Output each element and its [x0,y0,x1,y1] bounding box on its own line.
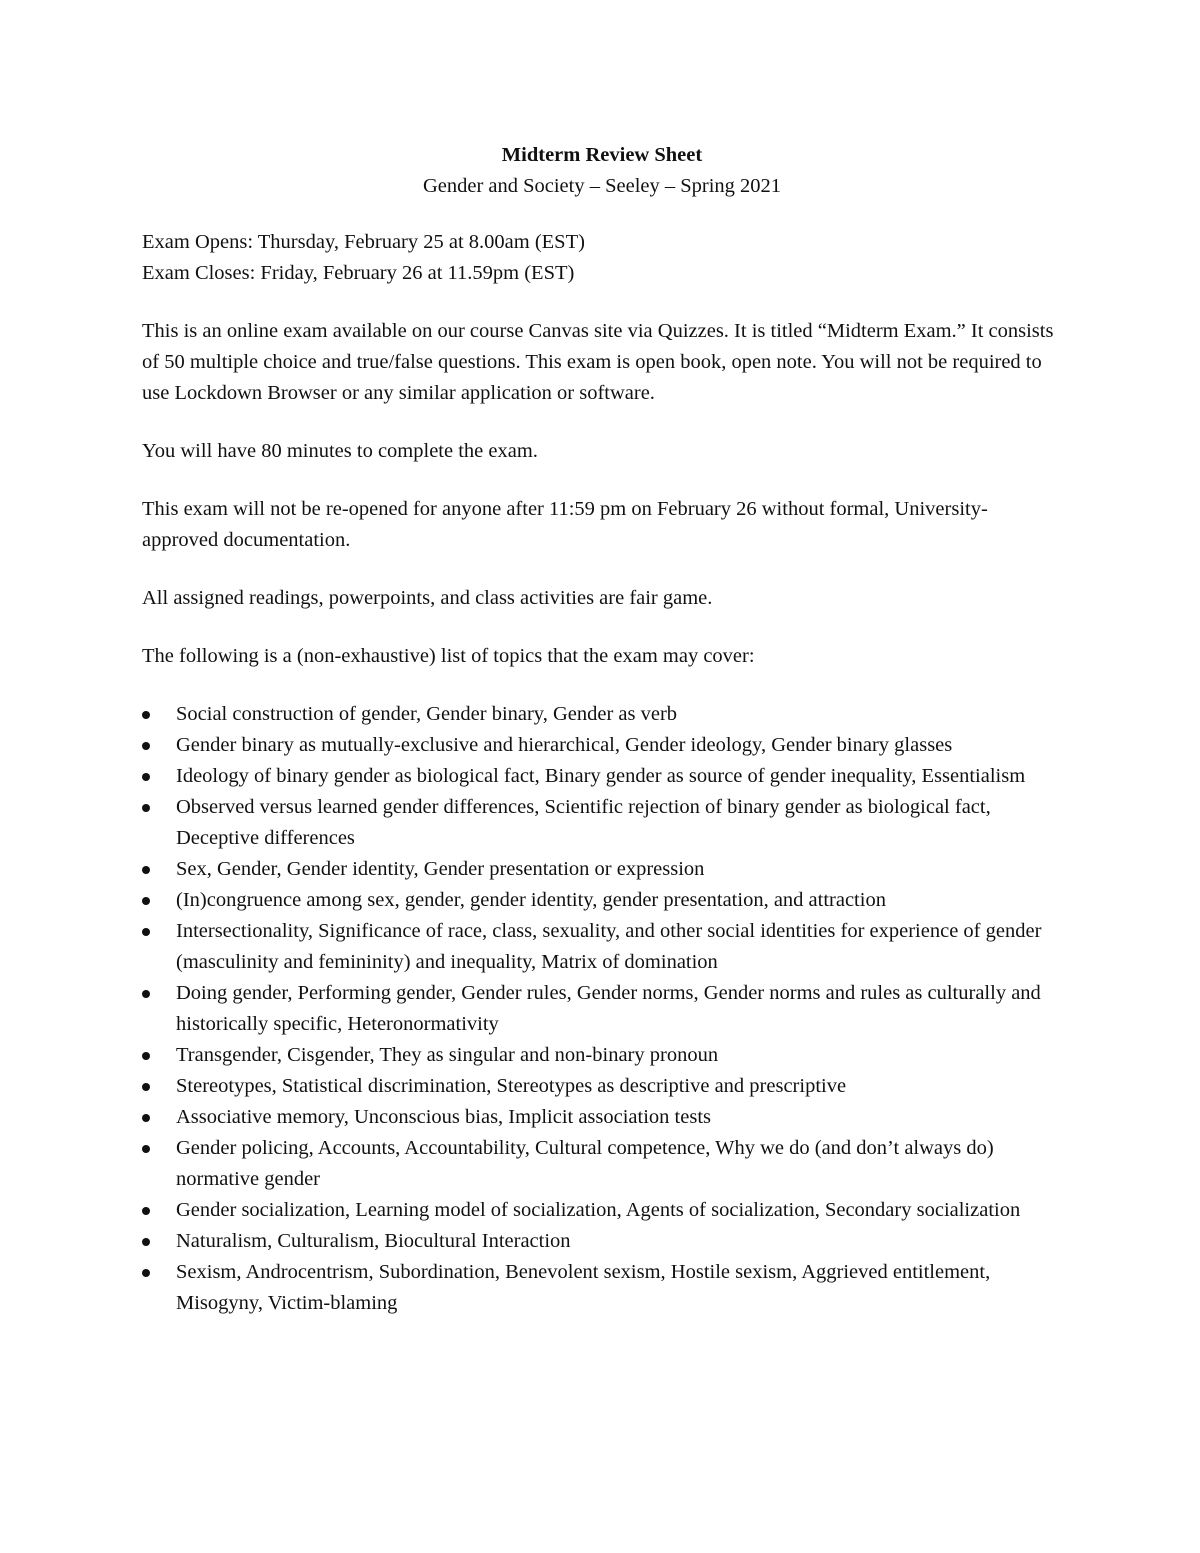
bullet-icon [142,711,150,719]
exam-opens-text: Exam Opens: Thursday, February 25 at 8.00am (EST) [142,231,585,253]
bullet-icon [142,990,150,998]
topic-text: Intersectionality, Significance of race, class, sexuality, and other social identities for experience of gender (masculinity and femininity) and inequality, Matrix of domination [176,920,1042,973]
topic-item [142,854,1062,885]
topic-item [142,761,1062,792]
topic-text: Transgender, Cisgender, They as singular and non-binary pronoun [176,1044,719,1066]
topic-item [142,1071,1062,1102]
topic-item [142,1102,1062,1133]
topics-intro-paragraph: The following is a (non-exhaustive) list of topics that the exam may cover: [142,645,755,667]
topic-text: Observed versus learned gender differences, Scientific rejection of binary gender as biological fact, Deceptive differences [176,796,991,849]
topic-text: Ideology of binary gender as biological fact, Binary gender as source of gender inequality, Essentialism [176,765,1026,787]
topic-item [142,916,1062,978]
exam-closes-text: Exam Closes: Friday, February 26 at 11.59pm (EST) [142,262,575,284]
bullet-icon [142,1238,150,1246]
exam-dates [142,227,1062,289]
bullet-icon [142,928,150,936]
topic-text: Stereotypes, Statistical discrimination, Stereotypes as descriptive and prescriptive [176,1075,847,1097]
topic-text: Gender socialization, Learning model of socialization, Agents of socialization, Secondary socialization [176,1199,1021,1221]
topic-text: Social construction of gender, Gender binary, Gender as verb [176,703,678,725]
topic-item [142,1133,1062,1195]
topic-text: Naturalism, Culturalism, Biocultural Interaction [176,1230,571,1252]
bullet-icon [142,1052,150,1060]
exam-format-paragraph: This is an online exam available on our course Canvas site via Quizzes. It is titled “Midterm Exam.” It consists of 50 multiple choice and true/false questions. This exam is open book, open note. You will not be required to use Lockdown Browser or any similar application or software. [142,320,1054,404]
topic-text: Associative memory, Unconscious bias, Implicit association tests [176,1106,711,1128]
spacer [142,202,1062,227]
page-subtitle: Gender and Society – Seeley – Spring 2021 [422,175,782,197]
bullet-icon [142,866,150,874]
topic-text: Sex, Gender, Gender identity, Gender presentation or expression [176,858,705,880]
bullet-icon [142,1269,150,1277]
bullet-icon [142,897,150,905]
bullet-icon [142,804,150,812]
topic-text: Gender policing, Accounts, Accountability, Cultural competence, Why we do (and don’t always do) normative gender [176,1137,994,1190]
bullet-icon [142,1145,150,1153]
bullet-icon [142,1207,150,1215]
bullet-icon [142,773,150,781]
page-title: Midterm Review Sheet [501,144,703,166]
bullet-icon [142,742,150,750]
topic-text: Gender binary as mutually-exclusive and hierarchical, Gender ideology, Gender binary glasses [176,734,953,756]
topic-item [142,978,1062,1040]
topic-item [142,792,1062,854]
topic-item [142,1226,1062,1257]
topic-text: Doing gender, Performing gender, Gender rules, Gender norms, Gender norms and rules as culturally and historically specific, Heteronormativity [176,982,1041,1035]
topics-list [142,699,1062,1319]
topic-item [142,1040,1062,1071]
topic-item [142,730,1062,761]
topic-text: (In)congruence among sex, gender, gender identity, gender presentation, and attraction [176,889,886,911]
topic-item [142,1257,1062,1319]
topic-item [142,1195,1062,1226]
materials-paragraph: All assigned readings, powerpoints, and class activities are fair game. [142,587,713,609]
topic-item [142,699,1062,730]
topic-text: Sexism, Androcentrism, Subordination, Benevolent sexism, Hostile sexism, Aggrieved entitlement, Misogyny, Victim-blaming [176,1261,991,1314]
bullet-icon [142,1114,150,1122]
time-limit-paragraph: You will have 80 minutes to complete the exam. [142,440,538,462]
document-content [142,140,1062,1319]
topic-item [142,885,1062,916]
reopen-policy-paragraph: This exam will not be re-opened for anyone after 11:59 pm on February 26 without formal, University-approved documentation. [142,498,988,551]
bullet-icon [142,1083,150,1091]
